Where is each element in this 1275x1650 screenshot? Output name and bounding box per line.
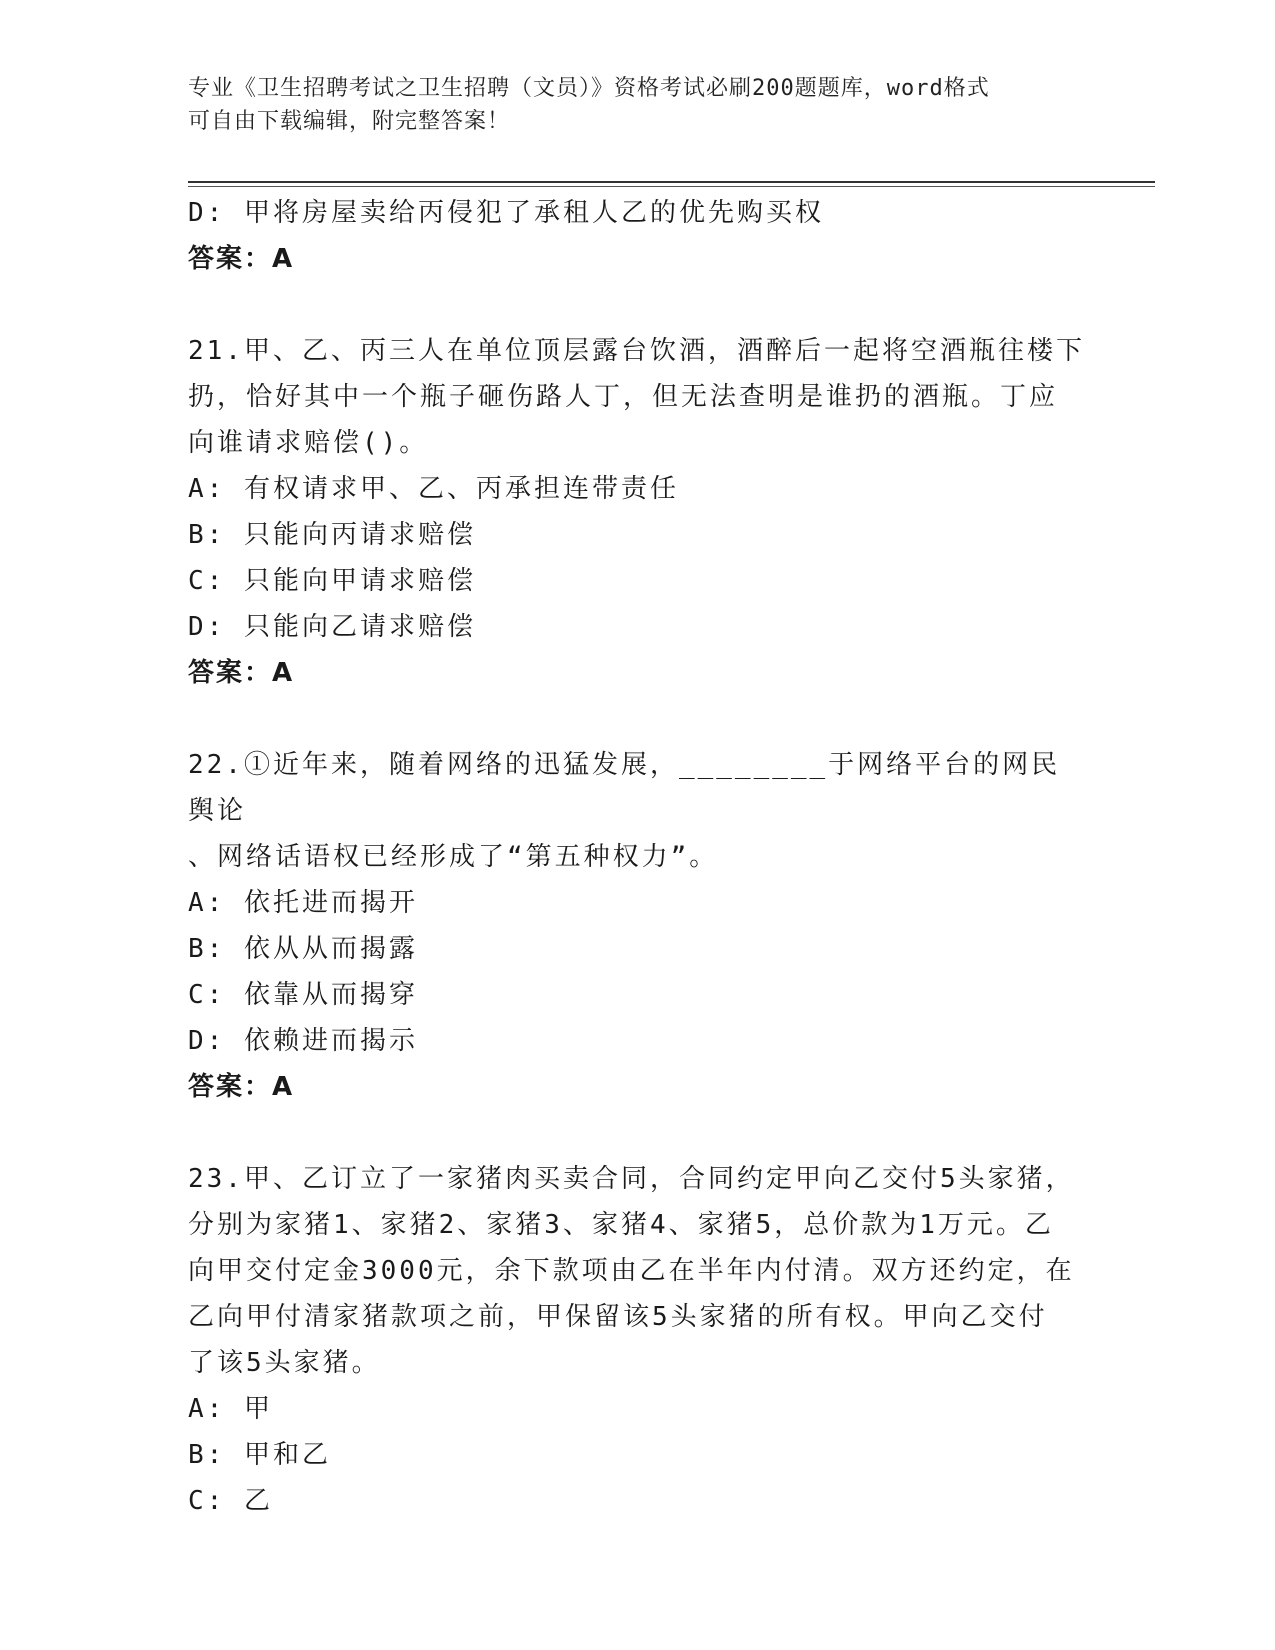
- question-stem-line: 、网络话语权已经形成了“第五种权力”。: [188, 842, 719, 872]
- option-b: B: 依从从而揭露: [188, 934, 418, 964]
- question-stem-line: 了该5头家猪。: [188, 1348, 381, 1378]
- question-stem-line: 22.①近年来，随着网络的迅猛发展，________于网络平台的网民舆论: [188, 750, 1061, 826]
- question-21: [188, 328, 1088, 696]
- question-stem-line: 分别为家猪1、家猪2、家猪3、家猪4、家猪5，总价款为1万元。乙: [188, 1210, 1054, 1240]
- header-title-line-2: 可自由下载编辑，附完整答案！: [188, 109, 511, 134]
- option-c: C: 依靠从而揭穿: [188, 980, 418, 1010]
- spacer: [188, 1110, 1088, 1156]
- question-stem-line: 乙向甲付清家猪款项之前，甲保留该5头家猪的所有权。甲向乙交付: [188, 1302, 1048, 1332]
- option-a: A: 有权请求甲、乙、丙承担连带责任: [188, 474, 679, 504]
- answer-line: 答案：A: [188, 244, 295, 274]
- header-divider-thick: [188, 181, 1155, 183]
- question-stem-line: 扔，恰好其中一个瓶子砸伤路人丁，但无法查明是谁扔的酒瓶。丁应: [188, 382, 1059, 412]
- option-d: D: 只能向乙请求赔偿: [188, 612, 476, 642]
- option-b: B: 只能向丙请求赔偿: [188, 520, 476, 550]
- question-22: [188, 742, 1088, 1110]
- question-stem-line: 向甲交付定金3000元，余下款项由乙在半年内付清。双方还约定，在: [188, 1256, 1075, 1286]
- option-b: B: 甲和乙: [188, 1440, 331, 1470]
- option-d: D: 依赖进而揭示: [188, 1026, 418, 1056]
- header-divider-thin: [188, 186, 1155, 187]
- question-stem-line: 23.甲、乙订立了一家猪肉买卖合同，合同约定甲向乙交付5头家猪，: [188, 1164, 1075, 1194]
- document-body: [188, 190, 1088, 1524]
- answer-line: 答案：A: [188, 1072, 295, 1102]
- spacer: [188, 696, 1088, 742]
- option-a: A: 依托进而揭开: [188, 888, 418, 918]
- option-d: D: 甲将房屋卖给丙侵犯了承租人乙的优先购买权: [188, 198, 824, 228]
- option-a: A: 甲: [188, 1394, 273, 1424]
- answer-line: 答案：A: [188, 658, 295, 688]
- spacer: [188, 282, 1088, 328]
- page-header: [188, 72, 1088, 138]
- question-stem-line: 向谁请求赔偿()。: [188, 428, 429, 458]
- option-c: C: 只能向甲请求赔偿: [188, 566, 476, 596]
- question-20-tail: [188, 190, 1088, 282]
- header-title-line-1: 专业《卫生招聘考试之卫生招聘（文员）》资格考试必刷200题题库，word格式: [188, 76, 990, 101]
- option-c: C: 乙: [188, 1486, 273, 1516]
- question-23: [188, 1156, 1088, 1524]
- question-stem-line: 21.甲、乙、丙三人在单位顶层露台饮酒，酒醉后一起将空酒瓶往楼下: [188, 336, 1085, 366]
